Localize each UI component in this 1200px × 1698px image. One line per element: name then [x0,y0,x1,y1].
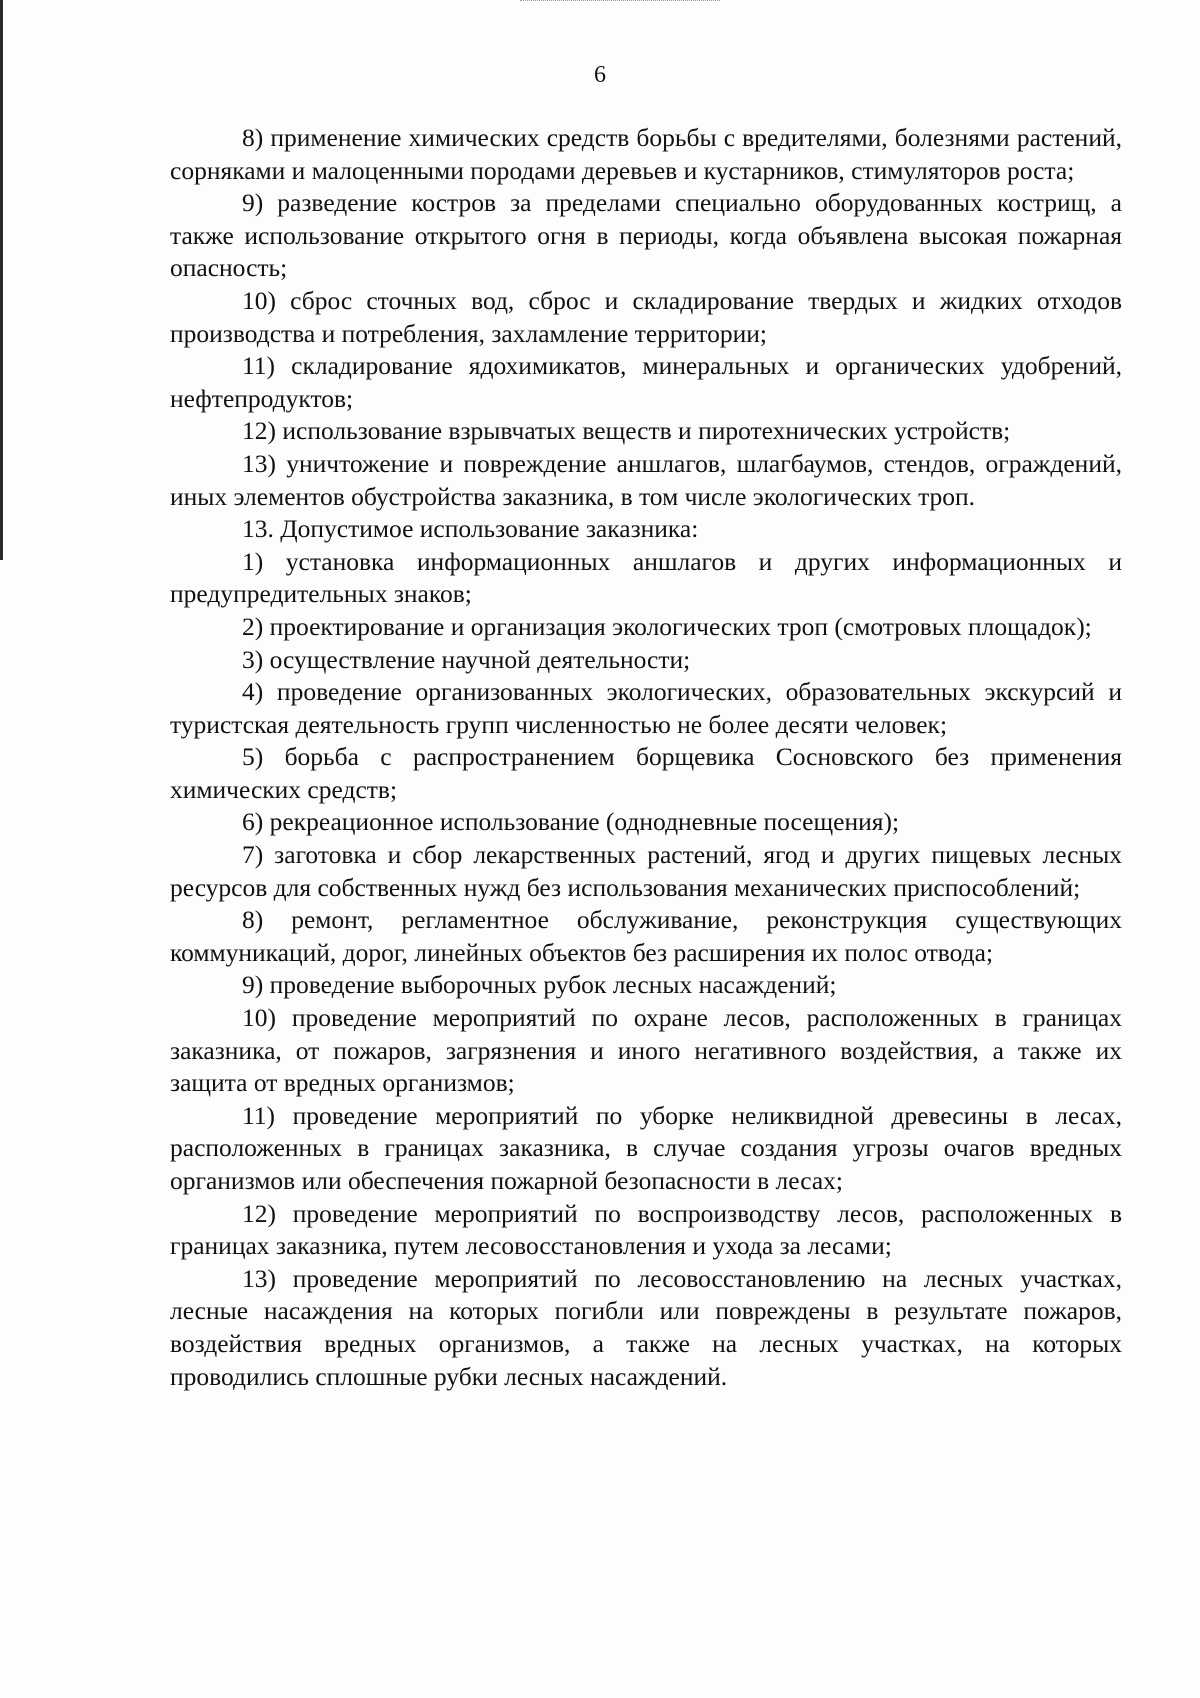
list-item: 9) разведение костров за пределами специально оборудованных кострищ, а также использование открытого огня в периоды, когда объявлена высокая пожарная опасность; [170,188,1122,283]
list-item: 5) борьба с распространением борщевика Сосновского без применения химических средств; [170,742,1122,804]
section-heading: 13. Допустимое использование заказника: [242,514,699,544]
list-item: 13) проведение мероприятий по лесовосстановлению на лесных участках, лесные насаждения на которых погибли или повреждены в результате пожаров, воздействия вредных организмов, а также на лесных участках, на которых проводились сплошные рубки лесных насаждений. [170,1263,1122,1391]
document-body [170,122,1122,1393]
list-item: 4) проведение организованных экологических, образовательных экскурсий и туристская деятельность групп численностью не более десяти человек; [170,677,1122,739]
list-item: 1) установка информационных аншлагов и других информационных и предупредительных знаков; [170,546,1122,609]
list-item: 11) проведение мероприятий по уборке неликвидной древесины в лесах, расположенных в границах заказника, в случае создания угрозы очагов вредных организмов или обеспечения пожарной безопасности в лесах; [170,1100,1122,1195]
list-item: 10) сброс сточных вод, сброс и складирование твердых и жидких отходов производства и потребления, захламление территории; [170,285,1122,348]
list-item: 7) заготовка и сбор лекарственных растений, ягод и других пищевых лесных ресурсов для собственных нужд без использования механических приспособлений; [170,840,1122,902]
list-item: 9) проведение выборочных рубок лесных насаждений; [242,970,837,1000]
list-item: 12) использование взрывчатых веществ и пиротехнических устройств; [242,416,1011,446]
list-item: 13) уничтожение и повреждение аншлагов, шлагбаумов, стендов, ограждений, иных элементов обустройства заказника, в том числе экологических троп. [170,448,1122,511]
list-item: 12) проведение мероприятий по воспроизводству лесов, расположенных в границах заказника, путем лесовосстановления и ухода за лесами; [170,1198,1122,1261]
list-item: 10) проведение мероприятий по охране лесов, расположенных в границах заказника, от пожаров, загрязнения и иного негативного воздействия, а также их защита от вредных организмов; [170,1003,1122,1098]
list-item: 8) применение химических средств борьбы с вредителями, болезнями растений, сорняками и малоценными породами деревьев и кустарников, стимуляторов роста; [170,123,1122,185]
page-number: 6 [594,62,606,88]
list-item: 11) складирование ядохимикатов, минеральных и органических удобрений, нефтепродуктов; [170,351,1122,413]
list-item: 8) ремонт, регламентное обслуживание, реконструкция существующих коммуникаций, дорог, линейных объектов без расширения их полос отвода; [170,905,1122,967]
scan-top-marks [520,0,720,3]
list-item: 6) рекреационное использование (однодневные посещения); [242,807,900,837]
list-item: 3) осуществление научной деятельности; [242,644,691,674]
list-item: 2) проектирование и организация экологических троп (смотровых площадок); [242,611,1092,641]
